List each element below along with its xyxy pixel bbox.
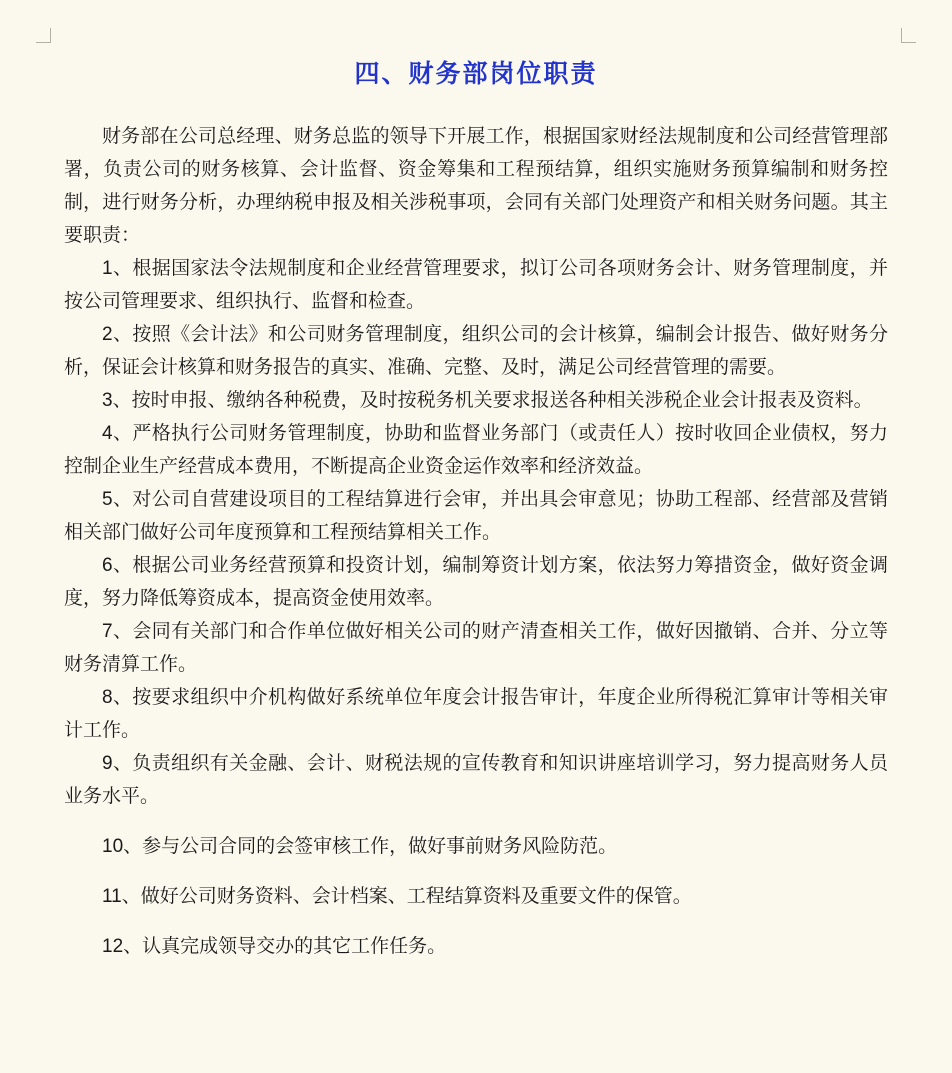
duty-item-5: 5、对公司自营建设项目的工程结算进行会审，并出具会审意见；协助工程部、经营部及营销相关部门做好公司年度预算和工程预结算相关工作。 <box>64 489 888 543</box>
duty-item-1: 1、根据国家法令法规制度和企业经营管理要求，拟订公司各项财务会计、财务管理制度，并按公司管理要求、组织执行、监督和检查。 <box>64 258 888 312</box>
duty-item-11: 11、做好公司财务资料、会计档案、工程结算资料及重要文件的保管。 <box>102 886 692 907</box>
intro-paragraph: 财务部在公司总经理、财务总监的领导下开展工作，根据国家财经法规制度和公司经营管理部署，负责公司的财务核算、会计监督、资金筹集和工程预结算，组织实施财务预算编制和财务控制，进行财务分析，办理纳税申报及相关涉税事项，会同有关部门处理资产和相关财务问题。其主要职责： <box>64 126 888 246</box>
duty-item-8: 8、按要求组织中介机构做好系统单位年度会计报告审计，年度企业所得税汇算审计等相关审计工作。 <box>64 687 888 741</box>
duty-item-9: 9、负责组织有关金融、会计、财税法规的宣传教育和知识讲座培训学习，努力提高财务人员业务水平。 <box>64 753 888 807</box>
duty-item-6: 6、根据公司业务经营预算和投资计划，编制筹资计划方案，依法努力筹措资金，做好资金调度，努力降低筹资成本，提高资金使用效率。 <box>64 555 888 609</box>
page-title: 四、财务部岗位职责 <box>354 60 598 88</box>
duty-item-10: 10、参与公司合同的会签审核工作，做好事前财务风险防范。 <box>102 836 618 857</box>
duty-item-2: 2、按照《会计法》和公司财务管理制度，组织公司的会计核算，编制会计报告、做好财务分析，保证会计核算和财务报告的真实、准确、完整、及时，满足公司经营管理的需要。 <box>64 324 888 378</box>
duty-item-4: 4、严格执行公司财务管理制度，协助和监督业务部门（或责任人）按时收回企业债权，努力控制企业生产经营成本费用，不断提高企业资金运作效率和经济效益。 <box>64 423 888 477</box>
duty-item-7: 7、会同有关部门和合作单位做好相关公司的财产清查相关工作，做好因撤销、合并、分立等财务清算工作。 <box>64 621 888 675</box>
margin-mark-top-right-icon <box>901 28 916 43</box>
duty-item-3: 3、按时申报、缴纳各种税费，及时按税务机关要求报送各种相关涉税企业会计报表及资料。 <box>102 390 873 411</box>
margin-mark-top-left-icon <box>36 28 51 43</box>
duty-item-12: 12、认真完成领导交办的其它工作任务。 <box>102 936 447 957</box>
